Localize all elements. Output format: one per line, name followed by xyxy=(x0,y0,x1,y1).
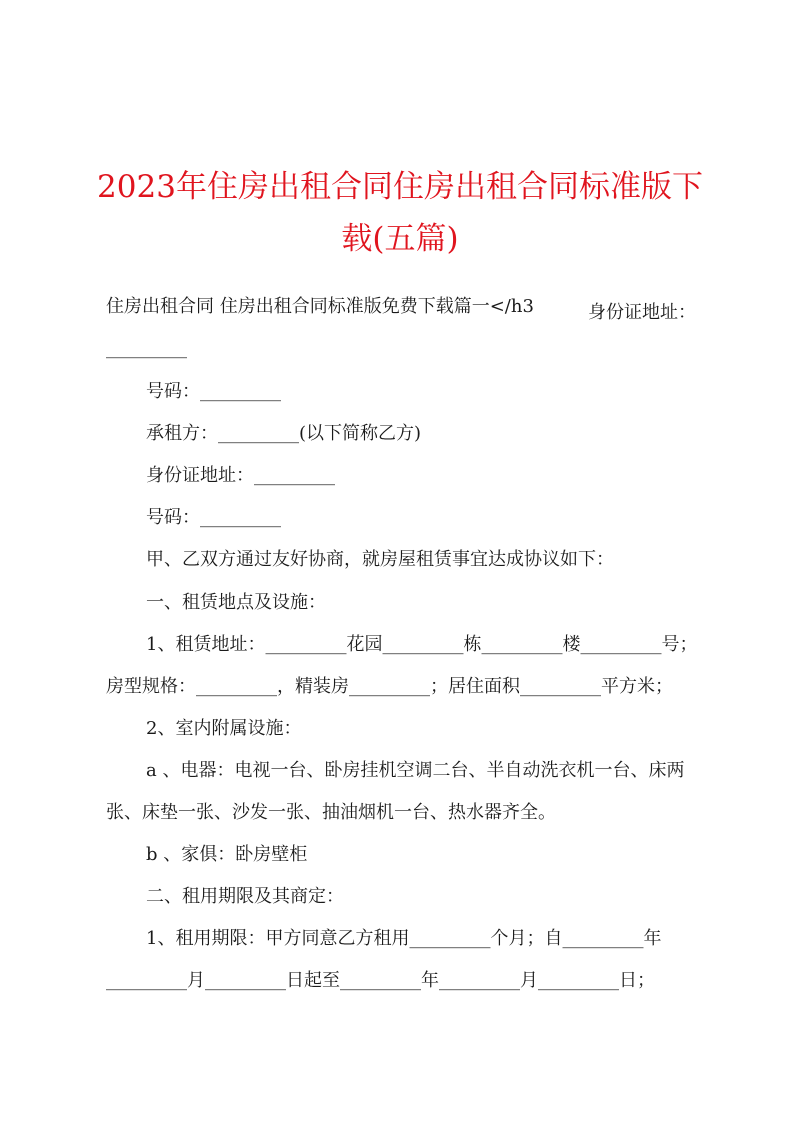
tenant-field: 承租方：_________(以下简称乙方) xyxy=(146,423,422,444)
intro-line: 住房出租合同 住房出租合同标准版免费下载篇一</h3 xyxy=(106,296,534,317)
number-field-2: 号码：_________ xyxy=(146,507,281,528)
document-title-line-1: 2023年住房出租合同住房出租合同标准版下 xyxy=(97,169,703,205)
lease-term-line-1: 1、租用期限：甲方同意乙方租用_________个月；自_________年 xyxy=(146,928,662,949)
appliances-line-2: 张、床垫一张、沙发一张、抽油烟机一台、热水器齐全。 xyxy=(106,802,556,823)
agreement-intro: 甲、乙双方通过友好协商，就房屋租赁事宜达成协议如下： xyxy=(146,549,614,570)
tenant-id-address-field: 身份证地址：_________ xyxy=(146,465,335,486)
facilities-heading: 2、室内附属设施： xyxy=(146,718,302,739)
furniture-line: b 、家俱：卧房壁柜 xyxy=(146,844,308,865)
id-address-label: 身份证地址： xyxy=(588,302,696,323)
section-1-heading: 一、租赁地点及设施： xyxy=(146,592,326,613)
id-address-blank: _________ xyxy=(106,338,187,359)
section-2-heading: 二、租用期限及其商定： xyxy=(146,886,344,907)
room-spec-line: 房型规格：_________，精装房_________；居住面积_________平方米； xyxy=(106,676,673,697)
number-field-1: 号码：_________ xyxy=(146,381,281,402)
document-title-line-2: 载(五篇) xyxy=(341,221,459,257)
appliances-line-1: a 、电器：电视一台、卧房挂机空调二台、半自动洗衣机一台、床两 xyxy=(146,760,685,781)
lease-term-line-2: _________月_________日起至_________年_________月_________日； xyxy=(106,970,655,991)
rental-address-line: 1、租赁地址：_________花园_________栋_________楼_________号； xyxy=(146,634,698,655)
